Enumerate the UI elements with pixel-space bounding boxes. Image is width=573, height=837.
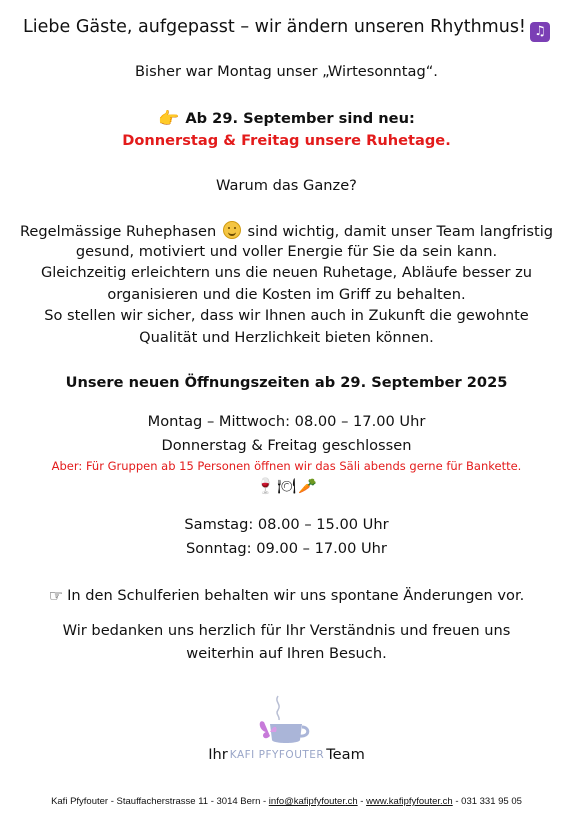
hours-weekdays: Montag – Mittwoch: 08.00 – 17.00 Uhr	[147, 413, 426, 430]
wine-glass-icon: 🍷	[256, 477, 275, 495]
holidays-note	[0, 586, 573, 605]
new-heading	[0, 109, 573, 129]
carrot-icon: 🥕	[298, 477, 317, 495]
smiley-icon	[223, 221, 241, 239]
pointing-hand-outline-icon: ☞	[48, 586, 64, 605]
holidays-text: In den Schulferien behalten wir uns spontane Änderungen vor.	[67, 587, 525, 604]
previous-rest-day: Bisher war Montag unser „Wirtesonntag“.	[135, 63, 438, 80]
footer-email-link[interactable]: info@kafipfyfouter.ch	[268, 796, 358, 807]
hours-saturday: Samstag: 08.00 – 15.00 Uhr	[184, 516, 389, 533]
thanks-line-2: weiterhin auf Ihren Besuch.	[186, 645, 387, 662]
plate-cutlery-icon: 🍽	[276, 477, 297, 495]
reason-line-1a: Regelmässige Ruhephasen	[19, 223, 217, 240]
new-heading-text: Ab 29. September sind neu:	[185, 110, 415, 127]
banquet-icons	[0, 476, 573, 495]
reason-line-1b: sind wichtig, damit unser Team langfristig	[247, 223, 554, 240]
reason-line-3: Gleichzeitig erleichtern uns die neuen Ruhetage, Abläufe besser zu	[40, 264, 533, 281]
signoff-brand: KAFI PFYFOUTER	[229, 749, 325, 761]
reason-line-1	[0, 221, 573, 240]
signoff	[0, 746, 573, 763]
new-rest-days: Donnerstag & Freitag unsere Ruhetage.	[122, 132, 451, 149]
groups-note: Aber: Für Gruppen ab 15 Personen öffnen wir das Säli abends gerne für Bankette.	[51, 459, 522, 473]
hours-closed: Donnerstag & Freitag geschlossen	[161, 437, 412, 454]
page-title	[0, 17, 573, 42]
reason-line-6: Qualität und Herzlichkeit bieten können.	[139, 329, 434, 346]
pointing-hand-icon: 👉	[158, 109, 180, 129]
signoff-post: Team	[326, 746, 365, 763]
musical-notes-icon: ♫	[530, 22, 550, 42]
footer-address: Kafi Pfyfouter - Stauffacherstrasse 11 - 3014 Bern -	[51, 796, 267, 807]
thanks-line-1: Wir bedanken uns herzlich für Ihr Verständnis und freuen uns	[62, 622, 511, 639]
title-text: Liebe Gäste, aufgepasst – wir ändern unseren Rhythmus!	[23, 17, 526, 37]
footer-website-link[interactable]: www.kafipfyfouter.ch	[366, 796, 453, 807]
hours-sunday: Sonntag: 09.00 – 17.00 Uhr	[186, 540, 387, 557]
hours-heading: Unsere neuen Öffnungszeiten ab 29. September 2025	[65, 374, 508, 391]
footer-separator: -	[360, 796, 364, 807]
kafi-pfyfouter-logo	[256, 694, 316, 748]
reason-line-5: So stellen wir sicher, dass wir Ihnen auch in Zukunft die gewohnte	[44, 307, 529, 324]
reason-line-2: gesund, motiviert und voller Energie für Sie da sein kann.	[75, 243, 498, 260]
reason-line-4: organisieren und die Kosten im Griff zu behalten.	[107, 286, 466, 303]
footer	[0, 796, 573, 807]
signoff-pre: Ihr	[208, 746, 228, 763]
question: Warum das Ganze?	[216, 177, 357, 194]
footer-phone: - 031 331 95 05	[455, 796, 522, 807]
